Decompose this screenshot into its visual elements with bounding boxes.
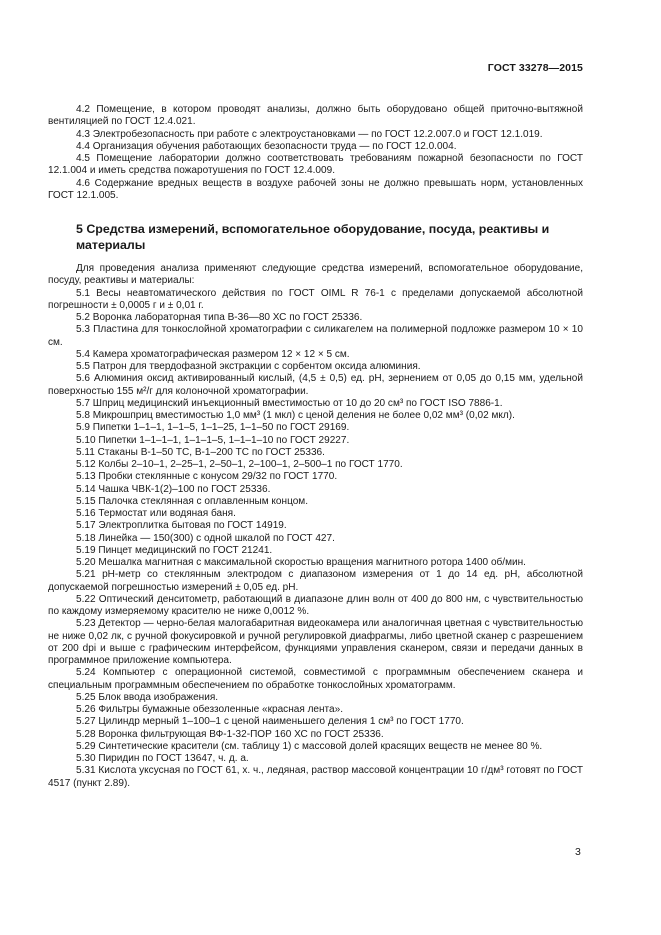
clause-4-3: 4.3 Электробезопасность при работе с электроустановками — по ГОСТ 12.2.007.0 и ГОСТ 12.1.019. [76,128,543,140]
clause-5-3: 5.3 Пластина для тонкослойной хроматографии с силикагелем на полимерной подложке размером 10 × 10 см. [48,324,583,348]
clause-5-19: 5.19 Пинцет медицинский по ГОСТ 21241. [76,544,273,556]
clause-4-5: 4.5 Помещение лаборатории должно соответствовать требованиям пожарной безопасности по ГОСТ 12.1.004 и иметь средства пожаротушения по ГОСТ 12.4.009. [48,153,583,177]
clause-5-29: 5.29 Синтетические красители (см. таблицу 1) с массовой долей красящих веществ не менее 80 %. [76,740,543,752]
clause-5-4: 5.4 Камера хроматографическая размером 12 × 12 × 5 см. [76,348,350,360]
clause-5-21: 5.21 pH-метр со стеклянным электродом с диапазоном измерения от 1 до 14 ед. pH, абсолютной допускаемой погрешностью измерений ± 0,05 ед. pH. [48,569,583,593]
clause-5-23: 5.23 Детектор — черно-белая малогабаритная видеокамера или аналогичная цветная с чувствительностью не ниже 0,02 лк, с ручной фокусировкой и ручной регулировкой диафрагмы, либо цветной сканер с разрешением от 200 dpi и выше с графическим интерфейсом, функциями управления сканером, связи и передачи данных в программное приложение компьютера. [48,618,583,666]
clause-5-20: 5.20 Мешалка магнитная с максимальной скоростью вращения магнитного ротора 1400 об/мин. [76,557,526,568]
clause-5-2: 5.2 Воронка лабораторная типа В-36—80 ХС по ГОСТ 25336. [76,312,363,323]
document-header: ГОСТ 33278—2015 [487,62,583,74]
clause-5-16: 5.16 Термостат или водяная баня. [76,508,236,519]
document-body [48,104,583,790]
clause-5-9: 5.9 Пипетки 1–1–1, 1–1–5, 1–1–25, 1–1–50 по ГОСТ 29169. [76,422,350,434]
clause-5-11: 5.11 Стаканы В-1–50 ТС, В-1–200 ТС по ГОСТ 25336. [76,446,325,458]
clause-5-25: 5.25 Блок ввода изображения. [76,691,219,703]
clause-5-8: 5.8 Микрошприц вместимостью 1,0 мм³ (1 мкл) с ценой деления не более 0,02 мм³ (0,02 мкл). [76,410,515,421]
clause-5-15: 5.15 Палочка стеклянная с оплавленным концом. [76,495,308,507]
clause-5-5: 5.5 Патрон для твердофазной экстракции с сорбентом оксида алюминия. [76,361,421,372]
clause-4-4: 4.4 Организация обучения работающих безопасности труда — по ГОСТ 12.0.004. [76,140,457,152]
section-5-list [48,288,583,790]
clause-5-24: 5.24 Компьютер с операционной системой, совместимой с программным обеспечением сканера и специальным программным обеспечением по обработке тонкослойных хроматограмм. [48,667,583,691]
clause-5-26: 5.26 Фильтры бумажные обеззоленные «красная лента». [76,704,344,715]
section-5-intro: Для проведения анализа применяют следующие средства измерений, вспомогательное оборудование, посуду, реактивы и материалы: [48,263,583,287]
clause-5-12: 5.12 Колбы 2–10–1, 2–25–1, 2–50–1, 2–100–1, 2–500–1 по ГОСТ 1770. [76,459,403,470]
clause-5-1: 5.1 Весы неавтоматического действия по ГОСТ OIML R 76-1 с пределами допускаемой абсолютной погрешности ± 0,0005 г и ± 0,01 г. [48,287,583,311]
section-5-title: 5 Средства измерений, вспомогательное оборудование, посуда, реактивы и материалы [76,222,550,252]
clause-5-10: 5.10 Пипетки 1–1–1–1, 1–1–1–5, 1–1–1–10 по ГОСТ 29227. [76,434,350,446]
clause-5-13: 5.13 Пробки стеклянные с конусом 29/32 по ГОСТ 1770. [76,471,338,483]
clause-5-6: 5.6 Алюминия оксид активированный кислый, (4,5 ± 0,5) ед. pH, зернением от 0,05 до 0,15 мм, удельной поверхностью 155 м²/г для колоночной хроматографии. [48,373,583,397]
clause-5-18: 5.18 Линейка — 150(300) с одной шкалой по ГОСТ 427. [76,532,335,544]
clause-5-14: 5.14 Чашка ЧВК-1(2)–100 по ГОСТ 25336. [76,483,271,495]
clause-5-30: 5.30 Пиридин по ГОСТ 13647, ч. д. а. [76,753,249,764]
clause-5-27: 5.27 Цилиндр мерный 1–100–1 с ценой наименьшего деления 1 см³ по ГОСТ 1770. [76,716,464,728]
clause-5-17: 5.17 Электроплитка бытовая по ГОСТ 14919. [76,520,287,532]
clause-5-28: 5.28 Воронка фильтрующая ВФ-1-32-ПОР 160 ХС по ГОСТ 25336. [76,728,384,740]
clause-5-7: 5.7 Шприц медицинский инъекционный вместимостью от 10 до 20 см³ по ГОСТ ISO 7886-1. [76,397,503,409]
page-number: 3 [575,846,581,858]
clause-5-22: 5.22 Оптический денситометр, работающий в диапазоне длин волн от 400 до 800 нм, с чувствительностью по каждому измеряемому красителю не ниже 0,0012 %. [48,593,583,617]
clause-5-31: 5.31 Кислота уксусная по ГОСТ 61, х. ч., ледяная, раствор массовой концентрации 10 г/дм³ готовят по ГОСТ 4517 (пункт 2.89). [48,765,583,789]
clause-4-2: 4.2 Помещение, в котором проводят анализы, должно быть оборудовано общей приточно-вытяжной вентиляцией по ГОСТ 12.4.021. [48,104,583,128]
clause-4-6: 4.6 Содержание вредных веществ в воздухе рабочей зоны не должно превышать норм, установленных ГОСТ 12.1.005. [48,177,583,201]
